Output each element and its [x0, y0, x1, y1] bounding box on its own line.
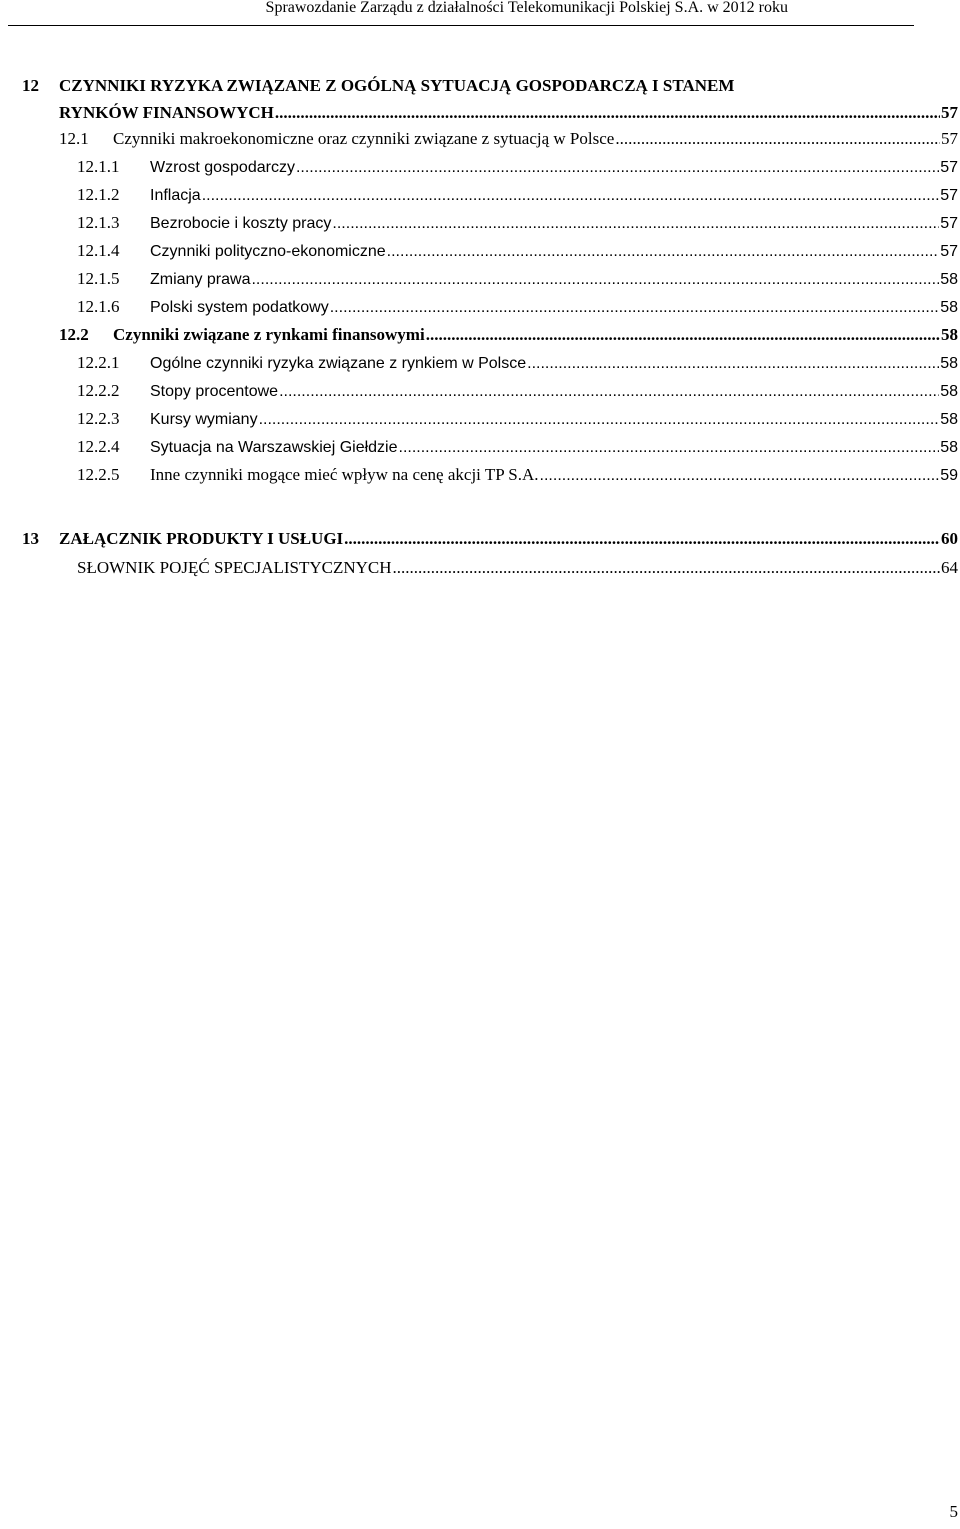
toc-entry-12-2-3[interactable] [77, 409, 958, 430]
toc-title: Stopy procentowe [150, 383, 279, 400]
toc-entry-12-1-6[interactable] [77, 297, 958, 318]
toc-title: Zmiany prawa [150, 271, 251, 288]
toc-title: Ogólne czynniki ryzyka związane z rynkiem w Polsce [150, 355, 527, 372]
toc-title: Inne czynniki mogące mieć wpływ na cenę akcji TP S.A. [150, 465, 539, 484]
toc-title: Czynniki związane z rynkami finansowymi [113, 325, 425, 344]
toc-title: Sytuacja na Warszawskiej Giełdzie [150, 439, 398, 456]
toc-number: 12.2.2 [77, 381, 120, 400]
toc-leader [540, 466, 940, 486]
toc-title: Inflacja [150, 187, 201, 204]
toc-leader [615, 129, 940, 149]
toc-page: 58 [940, 355, 958, 372]
toc-entry-12-continued[interactable] [59, 103, 958, 123]
toc-leader [399, 438, 940, 458]
toc-number: 12.1.1 [77, 157, 120, 176]
toc-title: Wzrost gospodarczy [150, 159, 295, 176]
toc-number: 12.1.4 [77, 241, 120, 260]
toc-leader [393, 558, 940, 578]
toc-page: 60 [941, 529, 958, 548]
header-divider [8, 25, 914, 26]
toc-page: 58 [940, 271, 958, 288]
toc-page: 57 [940, 243, 958, 260]
toc-leader [426, 325, 940, 345]
toc-page: 58 [940, 383, 958, 400]
toc-title: Czynniki makroekonomiczne oraz czynniki związane z sytuacją w Polsce [113, 129, 615, 148]
toc-entry-12-2-4[interactable] [77, 437, 958, 458]
toc-page: 57 [941, 103, 958, 122]
page-number: 5 [949, 1502, 958, 1521]
toc-page: 58 [940, 439, 958, 456]
toc-entry-12-1[interactable] [59, 129, 958, 149]
toc-title: ZAŁĄCZNIK PRODUKTY I USŁUGI [59, 529, 344, 548]
toc-entry-12-2-1[interactable] [77, 353, 958, 374]
toc-entry-12-2[interactable] [59, 325, 958, 345]
toc-page: 64 [941, 558, 958, 577]
toc-leader [275, 103, 940, 123]
toc-entry-12-1-3[interactable] [77, 213, 958, 234]
toc-number: 12 [22, 76, 39, 95]
toc-page: 58 [941, 325, 958, 344]
toc-entry-glossary[interactable] [77, 558, 958, 578]
toc-page: 57 [940, 187, 958, 204]
toc-number: 12.2.5 [77, 465, 120, 484]
toc-leader [279, 382, 939, 402]
document-title: Sprawozdanie Zarządu z działalności Telekomunikacji Polskiej S.A. w 2012 roku [265, 0, 788, 16]
toc-entry-12-1-2[interactable] [77, 185, 958, 206]
toc-leader [527, 354, 939, 374]
toc-entry-12-1-1[interactable] [77, 157, 958, 178]
toc-number: 12.2.4 [77, 437, 120, 456]
toc-entry-12-1-5[interactable] [77, 269, 958, 290]
toc-number: 12.1.6 [77, 297, 120, 316]
toc-title: SŁOWNIK POJĘĆ SPECJALISTYCZNYCH [77, 558, 392, 577]
toc-leader [259, 410, 940, 430]
toc-leader [344, 529, 940, 549]
toc-number: 12.2.1 [77, 353, 120, 372]
toc-number: 13 [22, 529, 39, 548]
toc-entry-12-2-2[interactable] [77, 381, 958, 402]
toc-number: 12.2.3 [77, 409, 120, 428]
toc-leader [251, 270, 939, 290]
toc-leader [202, 186, 940, 206]
toc-leader [296, 158, 939, 178]
toc-leader [330, 298, 939, 318]
toc-page: 57 [940, 215, 958, 232]
toc-page: 57 [941, 129, 958, 148]
toc-title: Bezrobocie i koszty pracy [150, 215, 332, 232]
toc-title-line2: RYNKÓW FINANSOWYCH [59, 103, 274, 122]
toc-page: 58 [940, 411, 958, 428]
toc-title: Kursy wymiany [150, 411, 258, 428]
toc-page: 57 [940, 159, 958, 176]
toc-number: 12.2 [59, 325, 89, 344]
toc-number: 12.1 [59, 129, 89, 148]
toc-number: 12.1.5 [77, 269, 120, 288]
toc-entry-12-1-4[interactable] [77, 241, 958, 262]
page-header [0, 0, 960, 24]
toc-entry-12-2-5[interactable] [77, 465, 958, 486]
toc-page: 59 [940, 467, 958, 484]
toc-leader [387, 242, 940, 262]
toc-number: 12.1.3 [77, 213, 120, 232]
toc-title: Polski system podatkowy [150, 299, 329, 316]
toc-page: 58 [940, 299, 958, 316]
toc-title-line1: CZYNNIKI RYZYKA ZWIĄZANE Z OGÓLNĄ SYTUACJĄ GOSPODARCZĄ I STANEM [59, 76, 735, 95]
toc-title: Czynniki polityczno-ekonomiczne [150, 243, 386, 260]
toc-number: 12.1.2 [77, 185, 120, 204]
toc-leader [332, 214, 939, 234]
toc-entry-13[interactable] [22, 529, 958, 549]
